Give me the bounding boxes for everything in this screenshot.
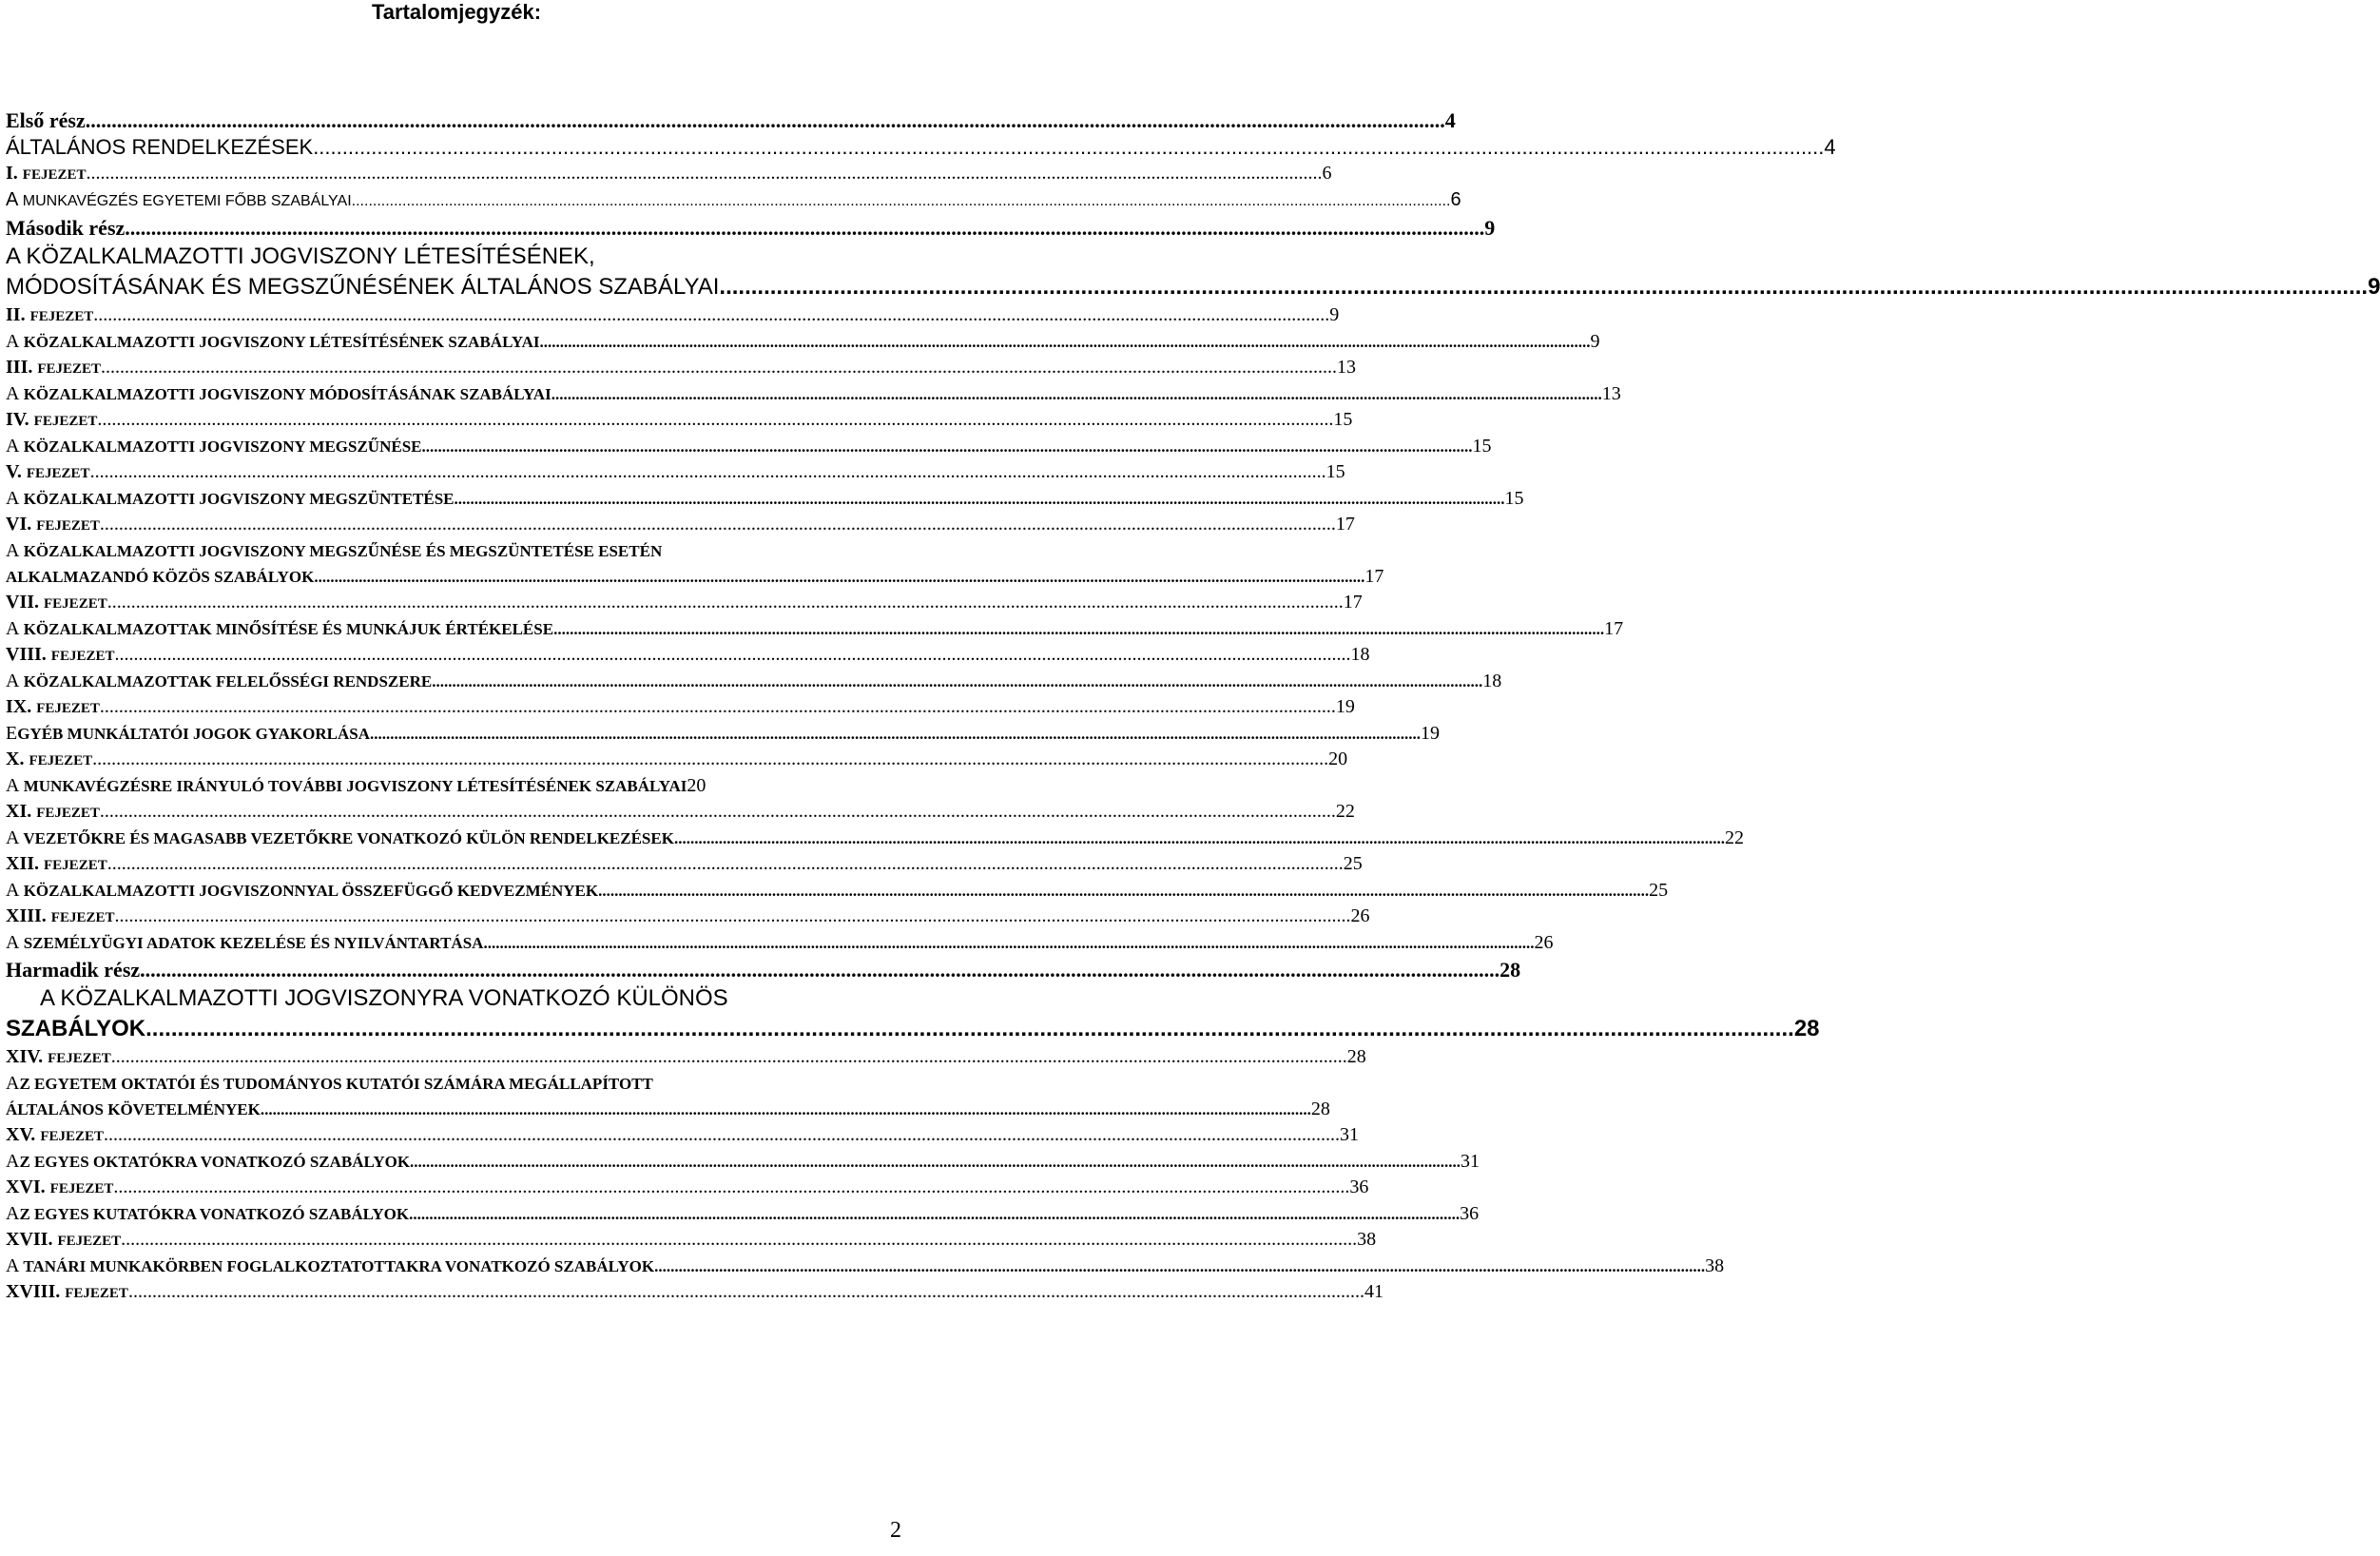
toc-entry-chapter-12[interactable]: XII. FEJEZET ..... 25 (6, 851, 909, 878)
toc-entry-section[interactable]: A SZEMÉLYÜGYI ADATOK KEZELÉSE ÉS NYILVÁNTARTÁSA ..... 26 (6, 930, 909, 956)
toc-entry-section[interactable]: A TANÁRI MUNKAKÖRBEN FOGLALKOZTATOTTAKRA VONATKOZÓ SZABÁLYOK ..... 38 (6, 1254, 909, 1279)
toc-entry-chapter-14[interactable]: XIV. FEJEZET ..... 28 (6, 1044, 909, 1071)
toc-entry-title-line1: A KÖZALKALMAZOTTI JOGVISZONY LÉTESÍTÉSÉNEK, (6, 243, 595, 269)
toc-entry-section[interactable]: A KÖZALKALMAZOTTI JOGVISZONY MEGSZŰNÉSE ÉS MEGSZÜNTETÉSE ESETÉN ALKALMAZANDÓ KÖZÖS SZABÁLYOK ..... 17 (6, 538, 909, 590)
toc-entry-chapter-3[interactable]: III. FEJEZET ..... 13 (6, 355, 909, 381)
toc-entry-title: Második rész (6, 216, 126, 240)
chapter-label: FEJEZET (22, 167, 87, 183)
toc-entry-chapter-4[interactable]: IV. FEJEZET ..... 15 (6, 407, 909, 434)
toc-entry-chapter-15[interactable]: XV. FEJEZET ..... 31 (6, 1122, 909, 1149)
toc-entry-general-rules[interactable] (6, 242, 2380, 302)
toc-entry-chapter-11[interactable]: XI. FEJEZET ..... 22 (6, 799, 909, 826)
toc-entry-section[interactable]: A VEZETŐKRE ÉS MAGASABB VEZETŐKRE VONATKOZÓ KÜLÖN RENDELKEZÉSEK ..... 22 (6, 826, 909, 851)
chapter-number: I. (6, 163, 18, 184)
toc-entry-chapter-6[interactable]: VI. FEJEZET ..... 17 (6, 512, 909, 538)
toc-entry-special-rules[interactable]: A KÖZALKALMAZOTTI JOGVISZONYRA VONATKOZÓ KÜLÖNÖS SZABÁLYOK ..... 28 (6, 983, 909, 1044)
toc-entry-chapter-13[interactable]: XIII. FEJEZET ..... 26 (6, 904, 909, 930)
toc-entry-chapter-7[interactable]: VII. FEJEZET ..... 17 (6, 590, 909, 616)
toc-entry-part-two[interactable] (6, 214, 1496, 242)
toc-entry-page: 4 (1824, 135, 1836, 159)
toc-entry-section[interactable]: A KÖZALKALMAZOTTI JOGVISZONNYAL ÖSSZEFÜGGŐ KEDVEZMÉNYEK ..... 25 (6, 878, 909, 904)
toc-entry-page: 9 (2368, 274, 2380, 300)
toc-entry-section[interactable]: A MUNKAVÉGZÉS EGYETEMI FŐBB SZABÁLYAI ..... 6 (6, 187, 909, 214)
toc-entry-chapter-8[interactable]: VIII. FEJEZET ..... 18 (6, 642, 909, 669)
toc-entry-section[interactable]: A MUNKAVÉGZÉSRE IRÁNYULÓ TOVÁBBI JOGVISZONY LÉTESÍTÉSÉNEK SZABÁLYAI 20 (6, 775, 706, 796)
toc-entry-section[interactable]: AZ EGYETEM OKTATÓI ÉS TUDOMÁNYOS KUTATÓI SZÁMÁRA MEGÁLLAPÍTOTT ÁLTALÁNOS KÖVETELMÉNYEK ..... 28 (6, 1071, 909, 1122)
toc-entry-section[interactable]: AZ EGYES OKTATÓKRA VONATKOZÓ SZABÁLYOK ..... 31 (6, 1149, 909, 1175)
page-number: 2 (890, 1518, 901, 1543)
toc-entry-part-one[interactable] (6, 107, 1456, 134)
toc-entry-section[interactable]: EGYÉB MUNKÁLTATÓI JOGOK GYAKORLÁSA ..... 19 (6, 721, 909, 747)
toc-entry-section[interactable]: A KÖZALKALMAZOTTI JOGVISZONY MEGSZŰNÉSE ..... 15 (6, 434, 909, 459)
toc-entry-page: 6 (1322, 163, 1332, 184)
toc-entry-chapter-18[interactable]: XVIII. FEJEZET ..... 41 (6, 1279, 909, 1306)
toc-entry-title: MUNKAVÉGZÉS EGYETEMI FŐBB SZABÁLYAI (22, 193, 352, 209)
toc-entry-title-line2: MÓDOSÍTÁSÁNAK ÉS MEGSZŰNÉSÉNEK ÁLTALÁNOS SZABÁLYAI (6, 274, 720, 300)
table-of-contents (6, 107, 2380, 1306)
toc-entry-part-three[interactable]: Harmadik rész ..... 28 (6, 956, 909, 983)
toc-entry-title: ÁLTALÁNOS RENDELKEZÉSEK (6, 135, 314, 159)
page-title: Tartalomjegyzék: (371, 0, 542, 24)
toc-entry-chapter-17[interactable]: XVII. FEJEZET ..... 38 (6, 1227, 909, 1254)
toc-entry-chapter-1[interactable] (6, 161, 1332, 187)
toc-entry-page: 9 (1484, 216, 1496, 240)
toc-entry-section[interactable]: A KÖZALKALMAZOTTI JOGVISZONY LÉTESÍTÉSÉNEK SZABÁLYAI ..... 9 (6, 329, 909, 355)
toc-entry-chapter-9[interactable]: IX. FEJEZET ..... 19 (6, 694, 909, 721)
toc-entry-page: 6 (1450, 189, 1461, 210)
toc-entry-chapter-5[interactable]: V. FEJEZET ..... 15 (6, 459, 909, 486)
toc-entry-general-provisions[interactable] (6, 134, 1836, 161)
toc-entry-section[interactable]: A KÖZALKALMAZOTTI JOGVISZONY MÓDOSÍTÁSÁNAK SZABÁLYAI ..... 13 (6, 381, 909, 407)
toc-entry-chapter-2[interactable]: II. FEJEZET ..... 9 (6, 302, 909, 329)
toc-entry-title: Első rész (6, 108, 86, 132)
toc-entry-section[interactable]: A KÖZALKALMAZOTTAK FELELŐSSÉGI RENDSZERE ..... 18 (6, 669, 909, 694)
toc-entry-page: 4 (1444, 108, 1456, 132)
toc-entry-section[interactable]: A KÖZALKALMAZOTTAK MINŐSÍTÉSE ÉS MUNKÁJUK ÉRTÉKELÉSE ..... 17 (6, 616, 909, 642)
toc-entry-section[interactable]: AZ EGYES KUTATÓKRA VONATKOZÓ SZABÁLYOK ..... 36 (6, 1201, 909, 1227)
toc-entry-chapter-16[interactable]: XVI. FEJEZET ..... 36 (6, 1175, 909, 1201)
toc-entry-chapter-10[interactable]: X. FEJEZET ..... 20 (6, 747, 909, 773)
toc-entry-section[interactable]: A KÖZALKALMAZOTTI JOGVISZONY MEGSZÜNTETÉSE ..... 15 (6, 486, 909, 512)
